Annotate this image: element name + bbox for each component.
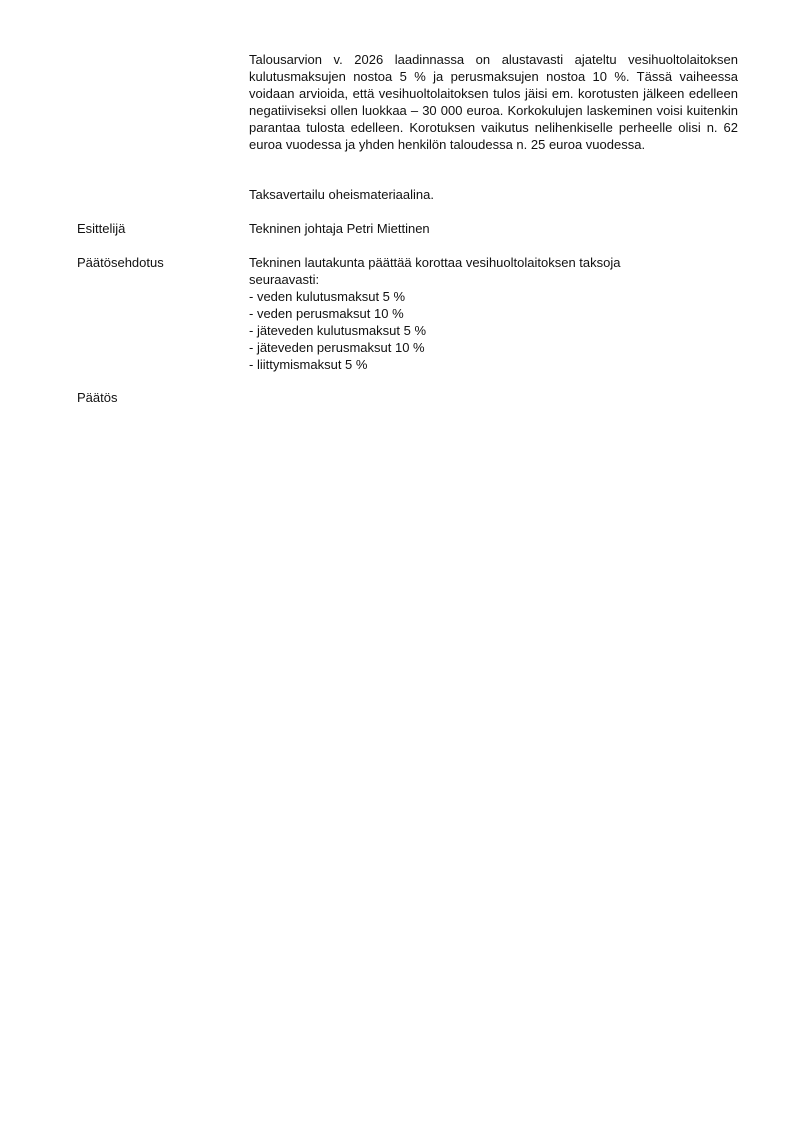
attachment-note: Taksavertailu oheismateriaalina. — [249, 187, 434, 202]
proposal-block — [249, 254, 689, 373]
proposal-item: - jäteveden perusmaksut 10 % — [249, 340, 425, 355]
proposal-item: - veden kulutusmaksut 5 % — [249, 289, 406, 304]
intro-paragraph: Talousarvion v. 2026 laadinnassa on alustavasti ajateltu vesihuoltolaitoksen kulutusmaksujen nostoa 5 % ja perusmaksujen nostoa 10 %. Tässä vaiheessa voidaan arvioida, että vesihuoltolaitoksen tulos jäisi em. korotusten jälkeen edelleen negatiiviseksi ollen luokkaa – 30 000 euroa. Korkokulujen laskeminen voisi kuitenkin parantaa tulosta edelleen. Korotuksen vaikutus nelihenkiselle perheelle olisi n. 62 euroa vuodessa ja yhden henkilön taloudessa n. 25 euroa vuodessa. — [249, 52, 738, 152]
proposal-item: - veden perusmaksut 10 % — [249, 306, 404, 321]
presenter-value: Tekninen johtaja Petri Miettinen — [249, 221, 430, 236]
proposal-item: - jäteveden kulutusmaksut 5 % — [249, 323, 427, 338]
proposal-label: Päätösehdotus — [77, 255, 164, 270]
decision-label: Päätös — [77, 390, 118, 405]
proposal-intro: Tekninen lautakunta päättää korottaa vesihuoltolaitoksen taksoja seuraavasti: — [249, 255, 621, 287]
presenter-label: Esittelijä — [77, 221, 126, 236]
proposal-item: - liittymismaksut 5 % — [249, 357, 368, 372]
